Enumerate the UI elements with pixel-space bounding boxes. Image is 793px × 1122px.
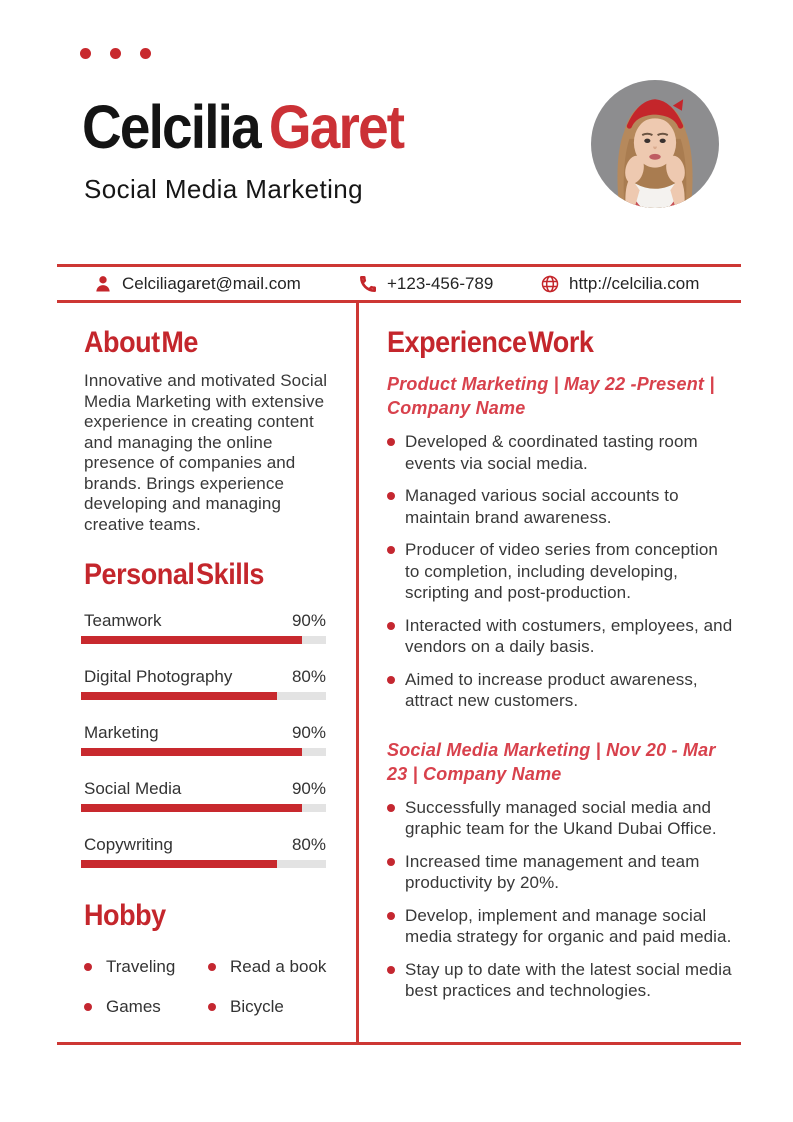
contact-bar (57, 264, 741, 303)
job-bullet (387, 851, 737, 894)
skill-bar-fill (81, 748, 302, 756)
job-bullet-text: Developed & coordinated tasting room events via social media. (405, 432, 698, 473)
hobby-heading: Hobby (84, 899, 166, 932)
bullet-dot-icon (84, 963, 92, 971)
jobs-container (387, 372, 737, 1002)
hobby-item (84, 956, 208, 977)
skill-row (81, 778, 326, 812)
phone-icon (358, 274, 378, 294)
left-column (84, 310, 332, 1017)
hobby-item (208, 956, 332, 977)
hobby-label: Games (106, 997, 161, 1016)
job-bullet-list (387, 797, 737, 1002)
skill-bar-track (81, 860, 326, 868)
bottom-rule-line (57, 1042, 741, 1045)
red-dot (140, 48, 151, 59)
skill-percent: 80% (291, 667, 326, 686)
job-bullet (387, 615, 737, 658)
contact-phone (358, 267, 493, 300)
skill-label: Digital Photography (84, 667, 233, 686)
skill-bar-track (81, 636, 326, 644)
skill-head (81, 610, 326, 631)
job-bullet (387, 959, 737, 1002)
skill-percent: 80% (291, 835, 326, 854)
bullet-dot-icon (208, 1003, 216, 1011)
skill-head (81, 666, 326, 687)
hobby-label: Traveling (106, 957, 176, 976)
person-name (82, 94, 403, 161)
job-bullet-text: Stay up to date with the latest social media best practices and technologies. (405, 959, 732, 1000)
about-heading: About Me (84, 326, 198, 359)
bullet-dot-icon (387, 676, 395, 684)
bullet-dot-icon (387, 546, 395, 554)
contact-email (93, 267, 301, 300)
job-title: Product Marketing | May 22 -Present | Company Name (387, 374, 715, 418)
bullet-dot-icon (387, 622, 395, 630)
skill-label: Social Media (84, 779, 182, 798)
skill-percent: 90% (291, 611, 326, 630)
hobby-label: Read a book (230, 957, 327, 976)
job-bullet-text: Successfully managed social media and graphic team for the Ukand Dubai Office. (405, 797, 717, 838)
column-divider-line (356, 303, 359, 1043)
red-dot (80, 48, 91, 59)
skills-list (81, 610, 326, 868)
bullet-dot-icon (387, 438, 395, 446)
contact-website (540, 267, 699, 300)
job-bullet-text: Interacted with costumers, employees, and vendors on a daily basis. (405, 615, 733, 656)
skills-heading: Personal Skills (84, 558, 264, 591)
skill-label: Copywriting (84, 835, 173, 854)
job-bullet (387, 905, 737, 948)
bullet-dot-icon (208, 963, 216, 971)
skill-head (81, 834, 326, 855)
job-bullet (387, 485, 737, 528)
person-icon (93, 274, 113, 294)
email-text: Celciliagaret@mail.com (122, 273, 301, 293)
decorative-dots (80, 48, 151, 59)
skill-percent: 90% (291, 723, 326, 742)
skill-label: Marketing (84, 723, 159, 742)
website-text: http://celcilia.com (569, 273, 700, 293)
skill-bar-track (81, 804, 326, 812)
job-title: Social Media Marketing | Nov 20 - Mar 23 | Company Name (387, 739, 716, 784)
skill-bar-track (81, 748, 326, 756)
last-name: Garet (268, 93, 404, 161)
job-bullet-text: Develop, implement and manage social media strategy for organic and paid media. (405, 905, 732, 946)
skill-bar-fill (81, 692, 277, 700)
experience-heading: Experience Work (387, 326, 594, 359)
globe-icon (540, 274, 560, 294)
skill-row (81, 722, 326, 756)
bullet-dot-icon (387, 858, 395, 866)
skill-percent: 90% (291, 779, 326, 798)
job-bullet-text: Managed various social accounts to maintain brand awareness. (405, 486, 679, 527)
bullet-dot-icon (387, 966, 395, 974)
skill-row (81, 666, 326, 700)
right-column (387, 310, 737, 1013)
skill-bar-fill (81, 804, 302, 812)
bullet-dot-icon (387, 912, 395, 920)
hobby-list (84, 956, 332, 1017)
hobby-item (84, 996, 208, 1017)
job-bullet-list (387, 431, 737, 712)
hobby-label: Bicycle (230, 997, 284, 1016)
job-bullet-text: Aimed to increase product awareness, attract new customers. (405, 669, 698, 710)
skill-bar-fill (81, 860, 277, 868)
red-dot (110, 48, 121, 59)
job-bullet (387, 669, 737, 712)
bullet-dot-icon (387, 804, 395, 812)
job-bullet-text: Producer of video series from conception to completion, including developing, scripting and post-production. (405, 540, 718, 602)
first-name: Celcilia (82, 93, 260, 161)
job-bullet (387, 797, 737, 840)
skill-label: Teamwork (84, 611, 162, 630)
skill-head (81, 722, 326, 743)
bullet-dot-icon (387, 492, 395, 500)
job-subtitle: Social Media Marketing (84, 174, 364, 204)
bullet-dot-icon (84, 1003, 92, 1011)
skill-row (81, 834, 326, 868)
hobby-item (208, 996, 332, 1017)
profile-photo (591, 80, 719, 208)
job-bullet-text: Increased time management and team productivity by 20%. (405, 851, 700, 892)
job-bullet (387, 431, 737, 474)
skill-row (81, 610, 326, 644)
phone-text: +123-456-789 (387, 273, 494, 293)
skill-bar-track (81, 692, 326, 700)
skill-head (81, 778, 326, 799)
portrait-illustration (591, 80, 719, 208)
about-text: Innovative and motivated Social Media Marketing with extensive experience in creating content and managing the online presence of companies and brands. Brings experience developing and managing creative teams. (84, 371, 328, 534)
skill-bar-fill (81, 636, 302, 644)
job-bullet (387, 539, 737, 604)
